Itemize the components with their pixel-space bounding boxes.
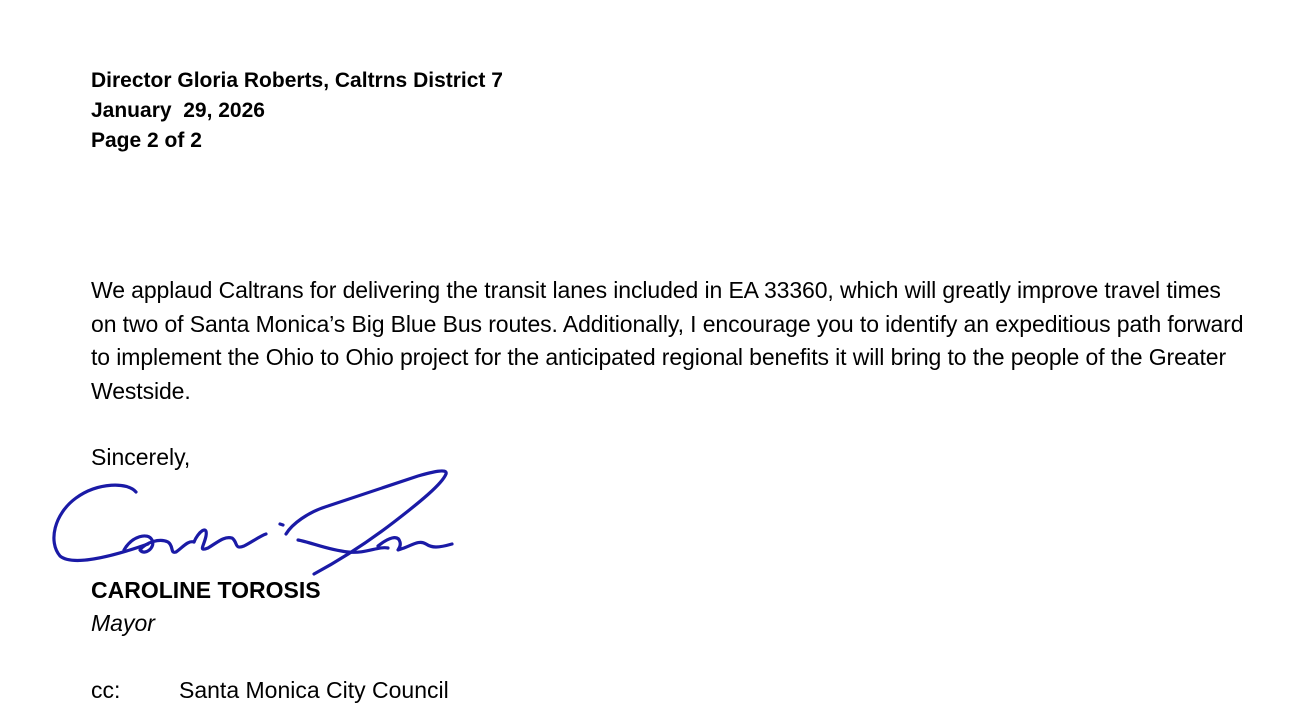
cc-label: cc: [91,677,121,703]
body-paragraph: We applaud Caltrans for delivering the transit lanes included in EA 33360, which will greatly improve travel times on two of Santa Monica’s Big Blue Bus routes. Additionally, I encourage you to identify an expeditious path forward to implement the Ohio to Ohio project for the anticipated regional benefits it will bring to the people of the Greater Westside. [91,277,1244,404]
signer-name: CAROLINE TOROSIS [91,577,321,603]
cc-line [91,674,449,707]
handwritten-signature [48,462,458,580]
cc-recipient: Santa Monica City Council [179,677,449,703]
letter-header [91,66,503,156]
page-number: Page 2 of 2 [91,129,202,152]
salutation: Sincerely, [91,444,191,470]
signer-title: Mayor [91,610,155,636]
recipient-line: Director Gloria Roberts, Caltrns District 7 [91,69,503,92]
date-line: January 29, 2026 [91,99,265,122]
